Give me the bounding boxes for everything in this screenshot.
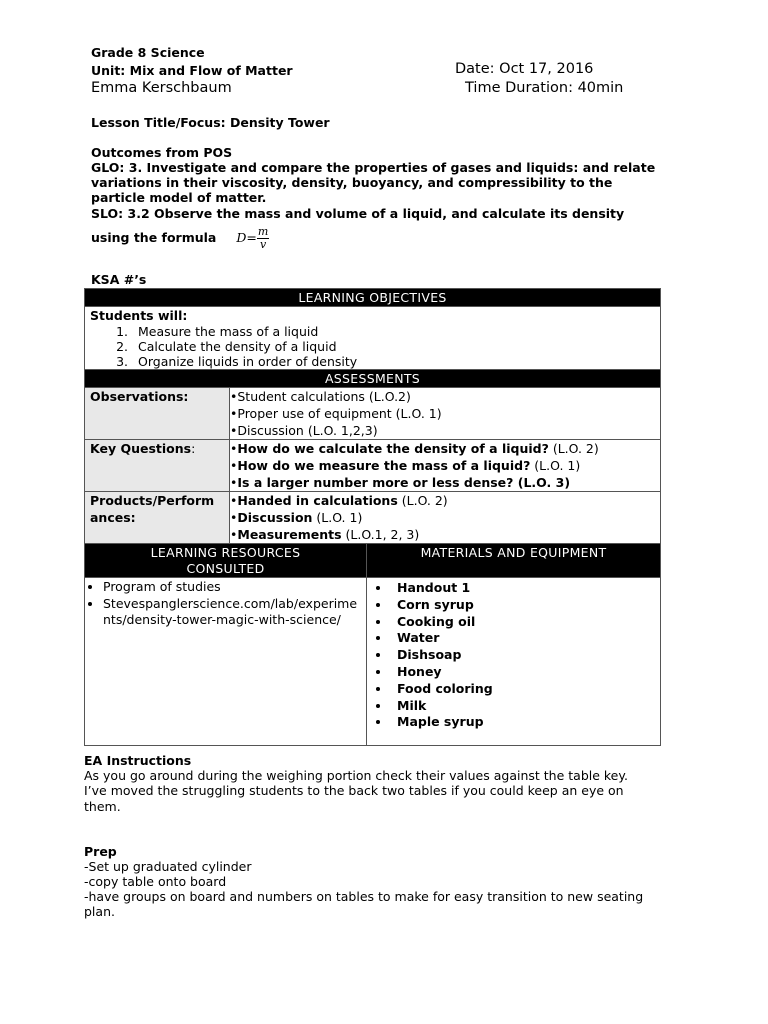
objective-item: 1. Measure the mass of a liquid bbox=[132, 324, 655, 339]
ksa-label: KSA #’s bbox=[91, 272, 147, 287]
glo-line-1: GLO: 3. Investigate and compare the properties of gases and liquids: and relate bbox=[91, 160, 656, 175]
lesson-title: Lesson Title/Focus: Density Tower bbox=[91, 115, 330, 130]
teacher-name: Emma Kerschbaum bbox=[91, 80, 232, 96]
learning-objectives-cell bbox=[85, 307, 661, 370]
key-question-item: • How do we calculate the density of a liquid? (L.O. 2) bbox=[230, 440, 655, 457]
glo-line-2: variations in their viscosity, density, buoyancy, and compressibility to the bbox=[91, 175, 613, 190]
prep-item: -copy table onto board bbox=[84, 874, 227, 889]
observations-row bbox=[85, 388, 661, 440]
unit-label: Unit: Mix and Flow of Matter bbox=[91, 63, 293, 78]
product-item: • Discussion (L.O. 1) bbox=[230, 509, 655, 526]
resource-item: • Program of studies bbox=[103, 579, 361, 596]
resources-header-row bbox=[85, 544, 661, 578]
products-label: Products/Perform ances: bbox=[85, 492, 230, 544]
lesson-duration: Time Duration: 40min bbox=[465, 80, 624, 96]
products-row bbox=[85, 492, 661, 544]
resources-cell bbox=[85, 578, 367, 746]
slo-line-2: using the formula bbox=[91, 230, 217, 245]
assessments-header: ASSESSMENTS bbox=[85, 370, 661, 388]
key-questions-label: Key Questions: bbox=[85, 440, 230, 492]
outcomes-heading: Outcomes from POS bbox=[91, 145, 233, 160]
slo-formula-line bbox=[91, 226, 269, 251]
observation-item: • Discussion (L.O. 1,2,3) bbox=[230, 422, 655, 439]
materials-list bbox=[367, 580, 655, 731]
lesson-date: Date: Oct 17, 2016 bbox=[455, 61, 594, 77]
objectives-list bbox=[90, 324, 655, 369]
resource-item: • Stevespanglerscience.com/lab/experiments/density-tower-magic-with-science/ bbox=[103, 596, 361, 629]
resources-header: LEARNING RESOURCES CONSULTED bbox=[85, 544, 367, 578]
learning-objectives-header: LEARNING OBJECTIVES bbox=[85, 289, 661, 307]
product-item: • Measurements (L.O.1, 2, 3) bbox=[230, 526, 655, 543]
students-will-label: Students will: bbox=[90, 308, 188, 323]
material-item: • Corn syrup bbox=[391, 597, 655, 614]
learning-objectives-row bbox=[85, 307, 661, 370]
product-item: • Handed in calculations (L.O. 2) bbox=[230, 492, 655, 509]
ea-line-3: them. bbox=[84, 799, 121, 814]
observations-cell bbox=[230, 388, 661, 440]
ea-heading: EA Instructions bbox=[84, 753, 192, 768]
key-questions-list bbox=[230, 440, 655, 491]
formula-denominator: v bbox=[259, 238, 267, 251]
prep-heading: Prep bbox=[84, 844, 117, 859]
lesson-plan-table bbox=[84, 288, 661, 746]
prep-item: plan. bbox=[84, 904, 115, 919]
observation-item: • Proper use of equipment (L.O. 1) bbox=[230, 405, 655, 422]
grade-label: Grade 8 Science bbox=[91, 45, 205, 60]
slo-line-1: SLO: 3.2 Observe the mass and volume of a liquid, and calculate its density bbox=[91, 206, 625, 221]
learning-objectives-header-row bbox=[85, 289, 661, 307]
prep-item: -have groups on board and numbers on tables to make for easy transition to new seating bbox=[84, 889, 644, 904]
material-item: • Handout 1 bbox=[391, 580, 655, 597]
products-cell bbox=[230, 492, 661, 544]
material-item: • Dishsoap bbox=[391, 647, 655, 664]
resources-list bbox=[85, 579, 361, 629]
key-question-item: • How do we measure the mass of a liquid? (L.O. 1) bbox=[230, 457, 655, 474]
observations-list bbox=[230, 388, 655, 439]
ea-line-1: As you go around during the weighing portion check their values against the table key. bbox=[84, 768, 628, 783]
key-question-item: • Is a larger number more or less dense? (L.O. 3) bbox=[230, 474, 655, 491]
glo-line-3: particle model of matter. bbox=[91, 190, 267, 205]
material-item: • Food coloring bbox=[391, 681, 655, 698]
formula-numerator: m bbox=[257, 225, 269, 238]
objective-item: 2. Calculate the density of a liquid bbox=[132, 339, 655, 354]
assessments-header-row bbox=[85, 370, 661, 388]
material-item: • Milk bbox=[391, 698, 655, 715]
material-item: • Water bbox=[391, 630, 655, 647]
materials-cell bbox=[367, 578, 661, 746]
resources-row bbox=[85, 578, 661, 746]
materials-header: MATERIALS AND EQUIPMENT bbox=[367, 544, 661, 578]
prep-item: -Set up graduated cylinder bbox=[84, 859, 252, 874]
observations-label: Observations: bbox=[85, 388, 230, 440]
ea-line-2: I’ve moved the struggling students to the back two tables if you could keep an eye on bbox=[84, 783, 624, 798]
formula-lhs: D= bbox=[236, 230, 257, 245]
density-formula bbox=[236, 225, 269, 251]
material-item: • Honey bbox=[391, 664, 655, 681]
material-item: • Maple syrup bbox=[391, 714, 655, 731]
key-questions-row bbox=[85, 440, 661, 492]
objective-item: 3. Organize liquids in order of density bbox=[132, 354, 655, 369]
products-list bbox=[230, 492, 655, 543]
formula-fraction bbox=[257, 226, 269, 251]
material-item: • Cooking oil bbox=[391, 614, 655, 631]
observation-item: • Student calculations (L.O.2) bbox=[230, 388, 655, 405]
key-questions-cell bbox=[230, 440, 661, 492]
